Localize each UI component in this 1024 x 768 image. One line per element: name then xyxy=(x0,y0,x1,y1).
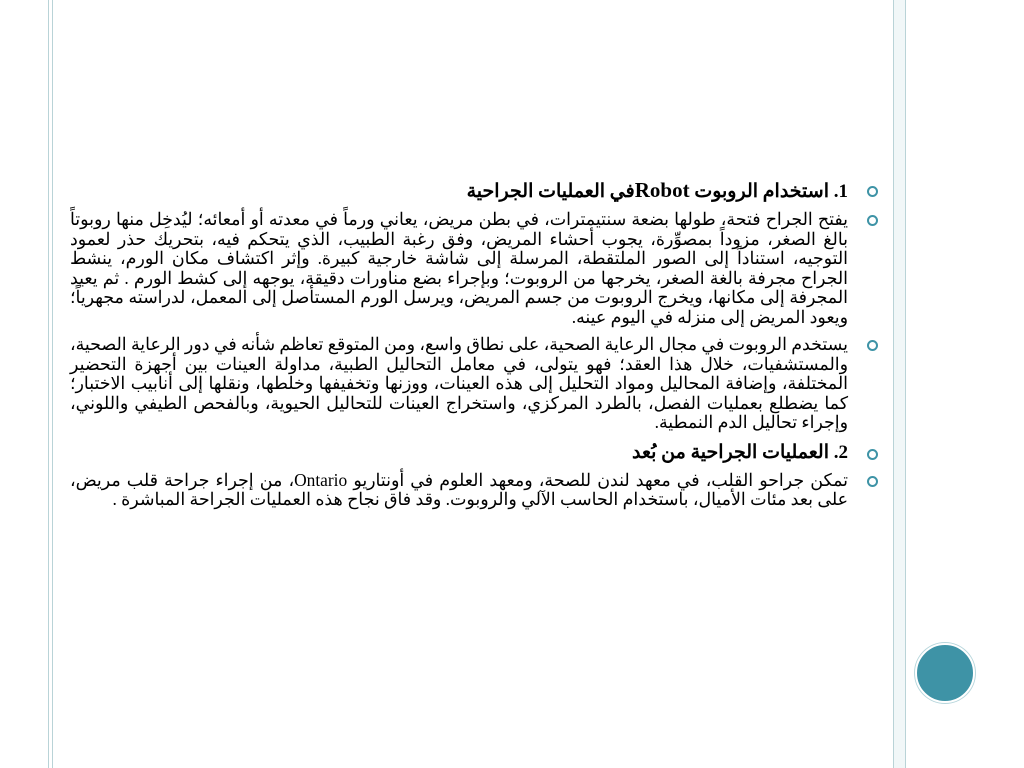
left-edge-line xyxy=(48,0,49,768)
paragraph-latin-term: Ontario xyxy=(294,469,348,490)
paragraph-text-prefix: تمكن جراحو القلب، في معهد لندن للصحة، ومعهد العلوم في أونتاريو xyxy=(347,469,848,490)
bullet-icon xyxy=(867,449,878,460)
bullet-icon xyxy=(867,186,878,197)
paragraph-text: يستخدم الروبوت في مجال الرعاية الصحية، على نطاق واسع، ومن المتوقع تعاظم شأنه في دور الرعاية الصحية، والمستشفيات، خلال هذا العقد؛ فهو يتولى، في معامل التحاليل الطبية، مداولة العينات بين أجهزة التحضير المختلفة، وإضافة المحاليل ومواد التحليل إلى هذه العينات، ووزنها وتخفيفها وخلطها، ونقلها إلى أنابيب الاختبار؛ كما يضطلع بعمليات الفصل، بالطرد المركزي، واستخراج العينات للتحاليل الحيوية، وبالفحص الطيفي واللوني، وإجراء تحاليل الدم النمطية. xyxy=(70,334,848,432)
heading-robot-surgery xyxy=(70,178,878,204)
heading-text-prefix: 2. العمليات الجراحية من بُعد xyxy=(632,441,848,463)
paragraph-robot-healthcare xyxy=(70,335,878,433)
paragraph-text: يفتح الجراح فتحة، طولها بضعة سنتيمترات، في بطن مريض، يعاني ورماً في معدته أو أمعائه؛ ليُدخِل منها روبوتاً بالغ الصغر، مزوداً بمصوِّرة، يجوب أحشاء المريض، وفق رغبة الطبيب، الذي يتحكم فيه، بتحريك حذر لعمود التوجيه، استناداً إلى الصور الملتقطة، المرسلة إلى شاشة خارجية كبيرة. وإثر اكتشاف مكان الورم، ينشط الجراح مجرفة بالغة الصغر، يخرجها من الروبوت؛ وبإجراء بضع مناورات دقيقة، يوجهه إلى كشط الورم . ثم يعيد المجرفة إلى مكانها، ويخرج الروبوت من جسم المريض، ويرسل الورم المستأصل إلى المعمل، لدراسته مجهرياً؛ ويعود المريض إلى منزله في اليوم عينه. xyxy=(70,209,848,327)
heading-text-prefix: 1. استخدام الروبوت xyxy=(689,181,848,202)
right-decor-panel xyxy=(893,0,906,768)
slide-content xyxy=(70,178,878,518)
decorative-circle xyxy=(915,643,975,703)
paragraph-robot-procedure xyxy=(70,210,878,327)
heading-remote-surgery xyxy=(70,441,878,465)
bullet-icon xyxy=(867,476,878,487)
heading-latin-term: Robot xyxy=(634,178,690,202)
paragraph-remote-heart-surgery xyxy=(70,471,878,510)
left-edge-line-inner xyxy=(52,0,53,768)
bullet-icon xyxy=(867,340,878,351)
heading-text-suffix: في العمليات الجراحية xyxy=(466,181,635,202)
bullet-icon xyxy=(867,215,878,226)
paragraph-text-suffix: ، من إجراء جراحة قلب مريض، على بعد مئات الأميال، باستخدام الحاسب الآلي والروبوت. وقد فاق نجاح هذه العمليات الجراحة المباشرة . xyxy=(70,469,848,509)
